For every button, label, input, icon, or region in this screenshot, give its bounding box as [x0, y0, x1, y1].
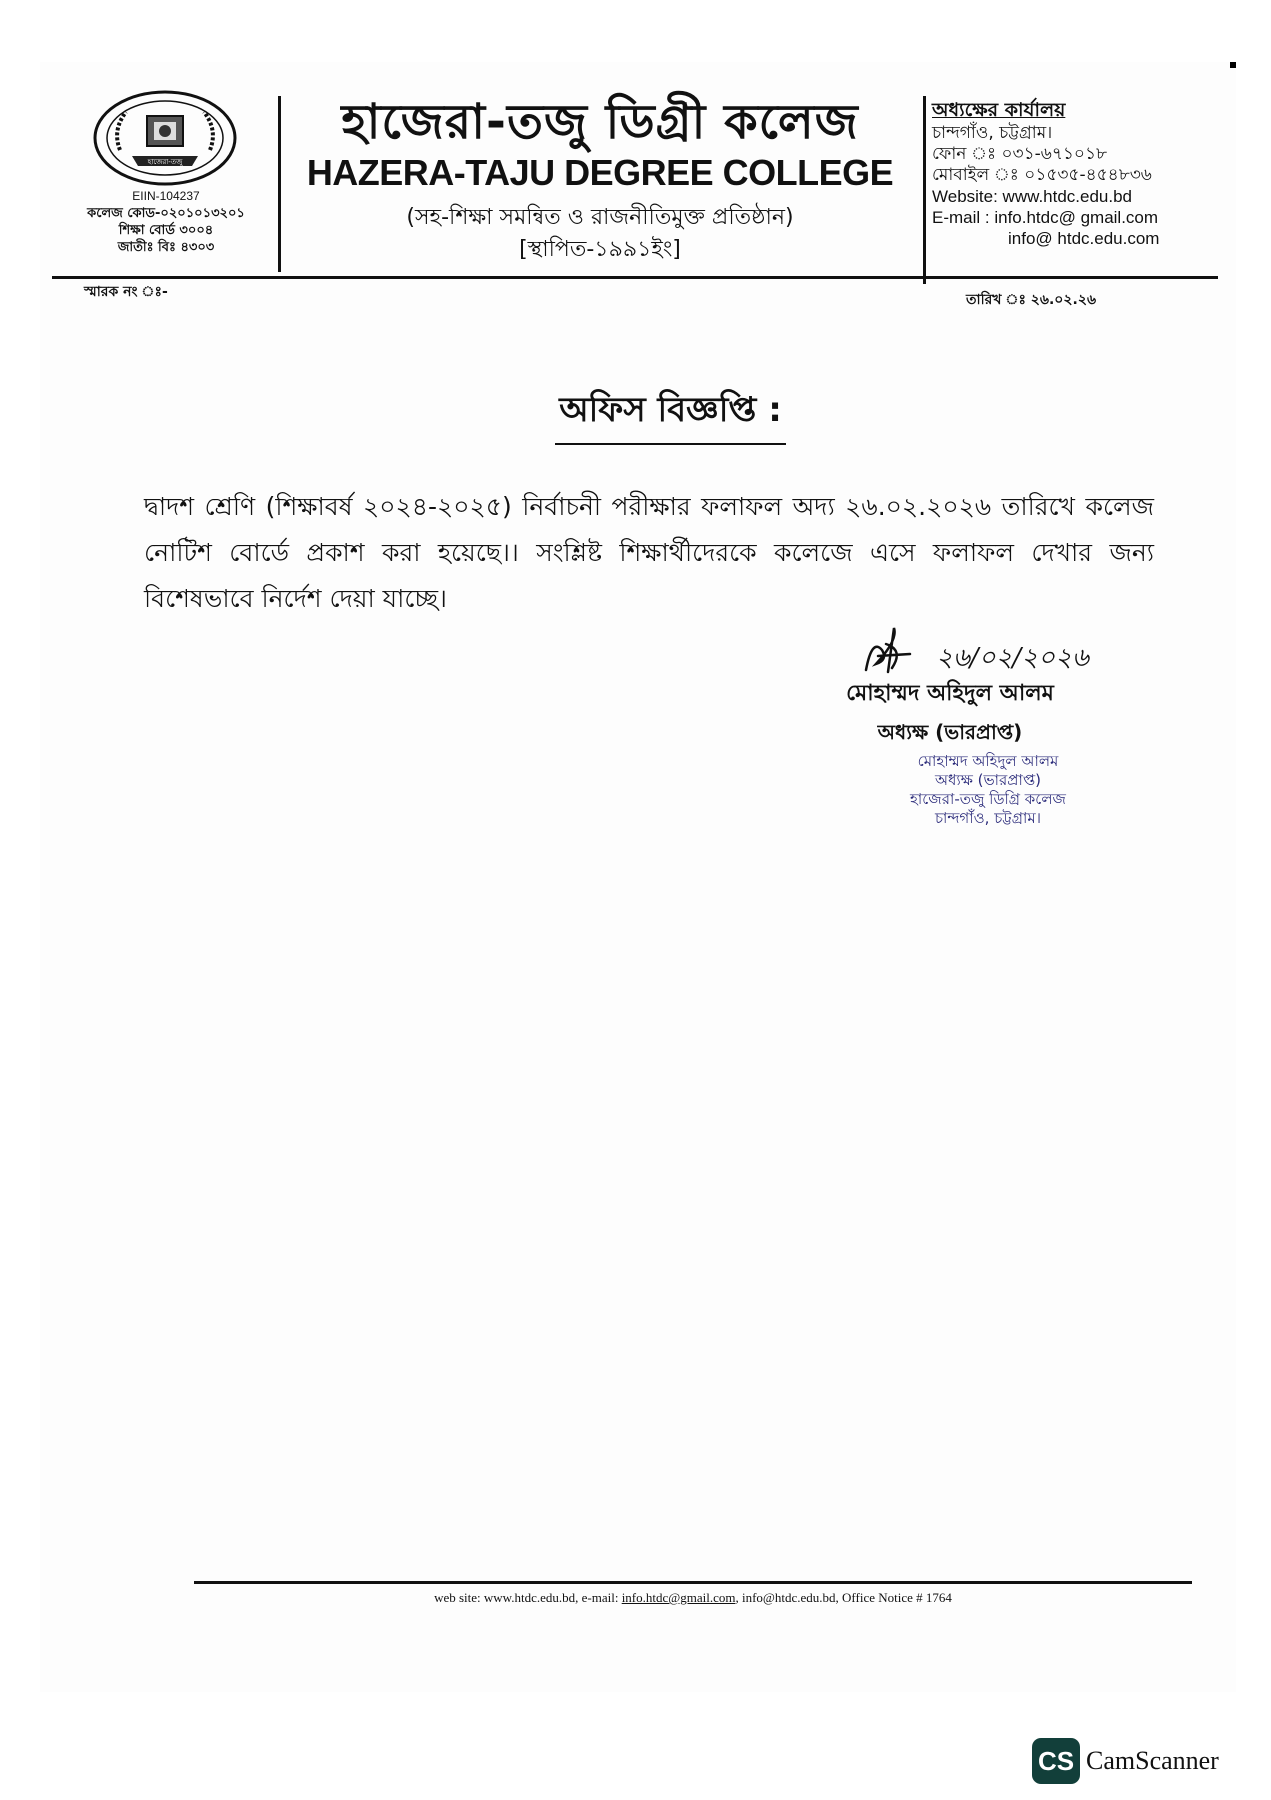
- college-tagline: (সহ-শিক্ষা সমন্বিত ও রাজনীতিমুক্ত প্রতিষ্ঠান): [406, 205, 794, 230]
- office-address: চান্দগাঁও, চট্টগ্রাম।: [932, 123, 1053, 143]
- national-university-code: জাতীঃ বিঃ ৪৩০৩: [117, 240, 215, 255]
- camscanner-watermark: [1032, 1738, 1219, 1784]
- scan-corner-mark: [1230, 62, 1236, 68]
- notice-heading-wrap: [0, 384, 1271, 445]
- footer-email-label: e-mail:: [581, 1590, 619, 1605]
- office-contact: [932, 100, 1232, 249]
- header-divider-right: [923, 96, 926, 284]
- notice-heading: অফিস বিজ্ঞপ্তি :: [555, 384, 786, 445]
- eiin-number: EIIN-104237: [132, 189, 200, 203]
- notice-date: তারিখ ঃ ২৬.০২.২৬: [966, 292, 1097, 308]
- office-phone: ফোন ঃ ০৩১-৬৭১০১৮: [932, 144, 1108, 164]
- camscanner-label: CamScanner: [1086, 1746, 1219, 1775]
- office-mobile: মোবাইল ঃ ০১৫৩৫-৪৫৪৮৩৬: [932, 165, 1152, 185]
- footer-rule: [194, 1581, 1192, 1584]
- college-code: কলেজ কোড-০২০১০১৩২০১: [87, 206, 245, 221]
- header-rule: [52, 276, 1218, 279]
- svg-text:হাজেরা-তজু: হাজেরা-তজু: [147, 158, 183, 166]
- seal-name: মোহাম্মদ অহিদুল আলম: [917, 752, 1059, 770]
- college-title-bangla: হাজেরা-তজু ডিগ্রী কলেজ: [341, 94, 859, 150]
- signature-icon: [858, 620, 1098, 680]
- college-logo-icon: [92, 90, 238, 186]
- memo-number: স্মারক নং ঃ-: [84, 284, 168, 300]
- svg-text:২৬/০২/২০২৬: ২৬/০২/২০২৬: [936, 643, 1089, 673]
- signatory-title: অধ্যক্ষ (ভারপ্রাপ্ত): [877, 720, 1023, 744]
- footer-text: [194, 1590, 1192, 1606]
- footer-website: web site: www.htdc.edu.bd,: [434, 1590, 579, 1605]
- footer-rest: , info@htdc.edu.bd, Office Notice # 1764: [735, 1590, 952, 1605]
- established-year: [স্থাপিত-১৯৯১ইং]: [519, 237, 681, 262]
- office-title: অধ্যক্ষের কার্যালয়: [932, 99, 1066, 121]
- official-seal: [868, 752, 1108, 828]
- board-code: শিক্ষা বোর্ড ৩০০৪: [118, 223, 214, 238]
- office-website: Website: www.htdc.edu.bd: [932, 187, 1133, 206]
- camscanner-icon: CS: [1032, 1738, 1080, 1784]
- office-email-2: info@ htdc.edu.com: [1008, 229, 1160, 248]
- signatory-name: মোহাম্মদ অহিদুল আলম: [846, 681, 1054, 706]
- seal-college: হাজেরা-তজু ডিগ্রি কলেজ: [910, 790, 1066, 808]
- footer-email-link[interactable]: info.htdc@gmail.com: [621, 1590, 736, 1605]
- office-email-1: E-mail : info.htdc@ gmail.com: [932, 208, 1159, 227]
- notice-body: দ্বাদশ শ্রেণি (শিক্ষাবর্ষ ২০২৪-২০২৫) নির্বাচনী পরীক্ষার ফলাফল অদ্য ২৬.০২.২০২৬ তারিখে কলেজ নোটিশ বোর্ডে প্রকাশ করা হয়েছে।। সংশ্লিষ্ট শিক্ষার্থীদেরকে কলেজে এসে ফলাফল দেখার জন্য বিশেষভাবে নির্দেশ দেয়া যাচ্ছে।: [144, 492, 1154, 613]
- seal-place: চান্দগাঁও, চট্টগ্রাম।: [934, 809, 1042, 827]
- header-divider-left: [278, 96, 281, 272]
- seal-title: অধ্যক্ষ (ভারপ্রাপ্ত): [934, 771, 1042, 789]
- college-title-english: HAZERA-TAJU DEGREE COLLEGE: [306, 152, 894, 193]
- college-codes: [50, 188, 282, 256]
